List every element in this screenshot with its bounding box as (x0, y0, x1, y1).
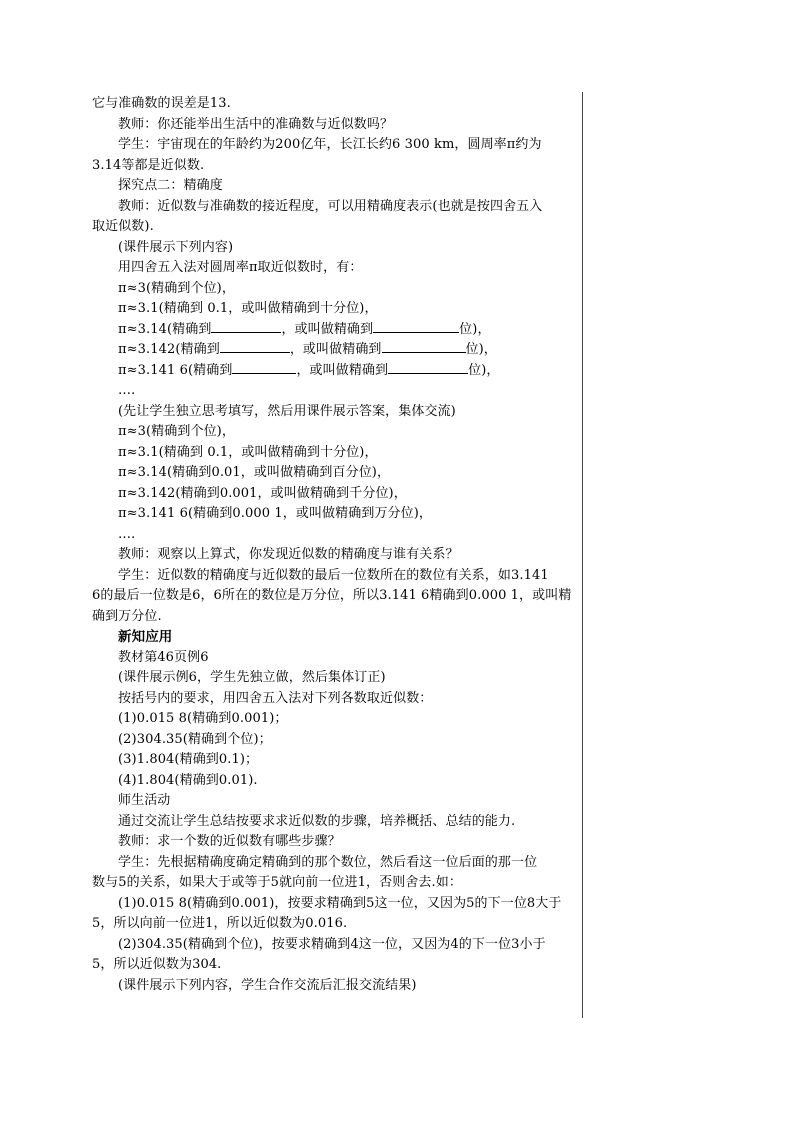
text-line: 教师：近似数与准确数的接近程度，可以用精确度表示(也就是按四舍五入 (118, 198, 543, 214)
text-line: 6的最后一位数是6，6所在的数位是万分位，所以3.141 6精确到0.000 1，或叫精 (92, 588, 572, 603)
text-line: π≈3.141 6(精确到0.000 1，或叫做精确到万分位)， (118, 506, 433, 521)
answer-blank (388, 373, 468, 374)
answer-blank (220, 352, 290, 353)
answer-blank (373, 332, 459, 333)
table-right-border (582, 92, 583, 1018)
fill-in-text: π≈3.141 6(精确到 (118, 362, 233, 378)
fill-in-text: ，或叫做精确到 (281, 321, 374, 337)
text-line: 教材第46页例6 (118, 649, 209, 665)
text-line: (2)304.35(精确到个位)，按要求精确到4这一位，又因为4的下一位3小于 (118, 936, 546, 952)
text-line: 确到万分位. (92, 608, 162, 624)
text-line: (先让学生独立思考填写，然后用课件展示答案，集体交流) (118, 403, 456, 419)
fill-in-text: π≈3.142(精确到 (118, 342, 220, 357)
list-item: (3)1.804(精确到0.1)； (118, 752, 259, 767)
text-line: 它与准确数的误差是13. (92, 96, 231, 111)
list-item: (2)304.35(精确到个位)； (118, 731, 272, 747)
fill-in-line (92, 361, 580, 382)
text-line: (课件展示例6，学生先独立做，然后集体订正) (118, 670, 386, 685)
text-line: 学生：近似数的精确度与近似数的最后一位数所在的数位有关系，如3.141 (118, 567, 549, 583)
text-line: 3.14等都是近似数. (92, 157, 205, 173)
text-line: (课件展示下列内容，学生合作交流后汇报交流结果) (118, 977, 417, 993)
text-line: 数与5的关系，如果大于或等于5就向前一位进1，否则舍去.如： (92, 875, 462, 890)
text-line: …. (118, 526, 136, 542)
text-line: 5，所以向前一位进1，所以近似数为0.016. (92, 916, 348, 931)
text-line: 用四舍五入法对圆周率π取近似数时，有： (118, 260, 363, 275)
text-line: π≈3(精确到个位)， (118, 424, 235, 439)
text-line: π≈3.1(精确到 0.1，或叫做精确到十分位)， (118, 444, 378, 460)
lesson-content (92, 94, 580, 996)
list-item: (1)0.015 8(精确到0.001)； (118, 711, 288, 726)
text-line: π≈3.1(精确到 0.1，或叫做精确到十分位)， (118, 301, 378, 316)
answer-blank (211, 332, 281, 333)
fill-in-line (92, 320, 580, 341)
text-line: (1)0.015 8(精确到0.001)，按要求精确到5这一位，又因为5的下一位8大于 (118, 895, 562, 911)
text-line: 师生活动 (118, 793, 171, 808)
fill-in-text: 位)， (459, 321, 491, 337)
text-line: 学生：先根据精确度确定精确到的那个数位，然后看这一位后面的那一位 (118, 854, 538, 870)
fill-in-text: 位)， (465, 342, 497, 357)
text-line: 通过交流让学生总结按要求求近似数的步骤，培养概括、总结的能力. (118, 813, 516, 829)
section-heading: 探究点二：精确度 (118, 178, 223, 193)
answer-blank (232, 373, 296, 374)
answer-blank (382, 352, 466, 353)
text-line: 取近似数). (92, 219, 154, 234)
fill-in-text: π≈3.14(精确到 (118, 321, 212, 337)
section-heading: 新知应用 (118, 629, 173, 645)
text-line: …. (118, 383, 136, 398)
text-line: 教师：你还能举出生活中的准确数与近似数吗？ (118, 116, 394, 132)
list-item: (4)1.804(精确到0.01). (118, 772, 258, 788)
text-line: 教师：求一个数的近似数有哪些步骤？ (118, 834, 341, 849)
text-line: π≈3.142(精确到0.001，或叫做精确到千分位)， (118, 485, 407, 501)
text-line: (课件展示下列内容) (118, 239, 234, 255)
text-line: 按括号内的要求，用四舍五入法对下列各数取近似数： (118, 690, 433, 706)
fill-in-line (92, 340, 580, 361)
fill-in-text: ，或叫做精确到 (296, 362, 389, 378)
text-line: 5，所以近似数为304. (92, 957, 222, 972)
text-line: π≈3.14(精确到0.01，或叫做精确到百分位)， (118, 465, 391, 480)
fill-in-text: 位)， (468, 362, 500, 378)
text-line: 学生：宇宙现在的年龄约为200亿年，长江长约6 300 km，圆周率π约为 (118, 137, 542, 152)
fill-in-text: ，或叫做精确到 (289, 342, 382, 357)
text-line: π≈3(精确到个位)， (118, 280, 235, 296)
text-line: 教师：观察以上算式，你发现近似数的精确度与谁有关系？ (118, 547, 459, 562)
